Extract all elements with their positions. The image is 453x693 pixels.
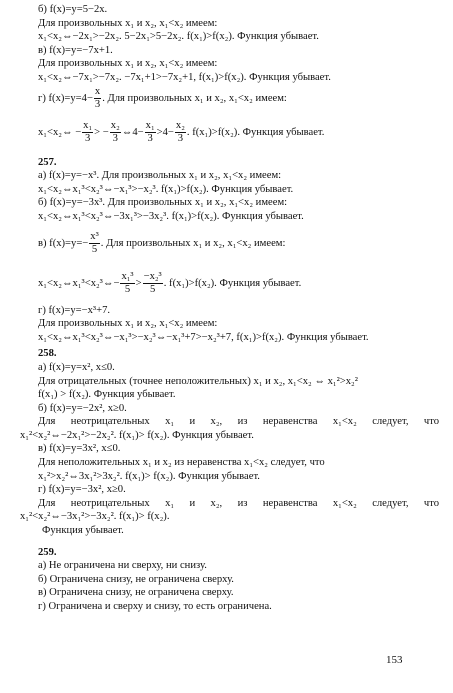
text-line: x₁<x₂⇔−2x₁>−2x₂. 5−2x₁>5−2x₂. f(x₁)>f(x₂). Функция убывает. xyxy=(38,31,319,43)
fraction: $\frac{\text{x³}}{5}$ xyxy=(90,231,99,256)
text-line: б) Ограничена снизу, не ограничена сверху. xyxy=(38,573,234,585)
text-line: в) f(x)=y=3x², x≤0. xyxy=(38,443,121,455)
text-line: г) f(x)=y=−3x², x≥0. xyxy=(38,484,126,496)
text-line: Функция убывает. xyxy=(42,525,124,537)
text-line: в) f(x)=y=−7x+1. xyxy=(38,44,113,56)
text-line-with-fraction: г) f(x)=y=4− $\frac{x}{3}$ . Для произвольных x₁ и x₂, x₁<x₂ имеем: xyxy=(38,86,287,111)
text-line-with-fraction: в) f(x)=y=− $\frac{\text{x³}}{5}$ . Для произвольных x₁ и x₂, x₁<x₂ имеем: xyxy=(38,231,286,256)
fraction: $\frac{\text{x₁}}{3}$ xyxy=(145,120,155,145)
text-line: x₁<x₂⇔−7x₁>−7x₂. −7x₁+1>−7x₂+1, f(x₁)>f(x₂). Функция убывает. xyxy=(38,71,331,83)
page-number: 153 xyxy=(386,654,403,666)
text-line: Для неотрицательных x₁ и x₂, из неравенства x₁<x₂ следует, что xyxy=(38,416,439,428)
text-line: Для неположительных x₁ и x₂ из неравенства x₁<x₂ следует, что xyxy=(38,457,325,469)
text-line: а) f(x)=y=x², x≤0. xyxy=(38,361,115,373)
problem-number-257: 257. xyxy=(38,156,57,168)
text-line: в) Ограничена снизу, не ограничена сверху. xyxy=(38,587,234,599)
text-line: x₁<x₂⇔x₁³<x₂³⇔−3x₁³>−3x₂³. f(x₁)>f(x₂). Функция убывает. xyxy=(38,210,304,222)
text-line: а) f(x)=y=−x³. Для произвольных x₁ и x₂, x₁<x₂ имеем: xyxy=(38,170,282,182)
fraction: $\frac{\text{x₂}}{3}$ xyxy=(110,120,120,145)
fraction: $\frac{\text{x₁³}}{5}$ xyxy=(121,271,134,296)
formula-line: x₁<x₂⇔ − $\frac{\text{x₁}}{3}$ > − $\frac{\text{x₂}}{3}$ ⇔4− $\frac{\text{x₁}}{3}$ >4− $\frac{\text{x₂}}{3}$ . f(x₁)>f(x₂). Функция убывает. xyxy=(38,120,325,145)
text-line: f(x₁) > f(x₂). Функция убывает. xyxy=(38,389,176,401)
text-line: б) f(x)=y=−2x², x≥0. xyxy=(38,402,127,414)
text-line: б) f(x)=y=5−2x. xyxy=(38,4,108,15)
text-line: Для произвольных x₁ и x₂, x₁<x₂ имеем: xyxy=(38,17,218,29)
problem-number-258: 258. xyxy=(38,348,57,360)
text-line: x₁²>x₂²⇔3x₁²>3x₂². f(x₁)> f(x₂). Функция убывает. xyxy=(38,470,260,482)
text-line: Для произвольных x₁ и x₂, x₁<x₂ имеем: xyxy=(38,58,218,70)
text-line: Для произвольных x₁ и x₂, x₁<x₂ имеем: xyxy=(38,318,218,330)
fraction: $\frac{\text{−x₂³}}{5}$ xyxy=(143,271,162,296)
text-line: x₁<x₂⇔x₁³<x₂³⇔−x₁³>−x₂³. f(x₁)>f(x₂). Функция убывает. xyxy=(38,183,294,195)
fraction: $\frac{\text{x₂}}{3}$ xyxy=(175,120,185,145)
text-line: Для неотрицательных x₁ и x₂, из неравенства x₁<x₂ следует, что xyxy=(38,497,439,509)
text-line: а) Не ограничена ни сверху, ни снизу. xyxy=(38,560,207,572)
formula-line: x₁<x₂⇔x₁³<x₂³⇔− $\frac{\text{x₁³}}{5}$ > $\frac{\text{−x₂³}}{5}$ . f(x₁)>f(x₂). Функция убывает. xyxy=(38,271,302,296)
text-line: Для отрицательных (точнее неположительных) x₁ и x₂, x₁<x₂ ⇔ x₁²>x₂² xyxy=(38,375,358,387)
text-line: б) f(x)=y=−3x³. Для произвольных x₁ и x₂, x₁<x₂ имеем: xyxy=(38,197,288,209)
text-line: x₁<x₂⇔x₁³<x₂³⇔−x₁³>−x₂³⇔−x₁³+7>−x₂³+7, f(x₁)>f(x₂). Функция убывает. xyxy=(38,331,369,343)
problem-number-259: 259. xyxy=(38,546,57,558)
text-line: г) Ограничена и сверху и снизу, то есть ограничена. xyxy=(38,601,272,612)
text-line: x₁²<x₂²⇔−2x₁²>−2x₂². f(x₁)> f(x₂). Функция убывает. xyxy=(20,429,254,441)
text-line: г) f(x)=y=−x³+7. xyxy=(38,304,111,316)
text-line: x₁²<x₂²⇔−3x₁²>−3x₂². f(x₁)> f(x₂). xyxy=(20,511,170,523)
fraction: $\frac{\text{x₁}}{3}$ xyxy=(83,120,93,145)
fraction: $\frac{x}{3}$ xyxy=(94,86,101,111)
